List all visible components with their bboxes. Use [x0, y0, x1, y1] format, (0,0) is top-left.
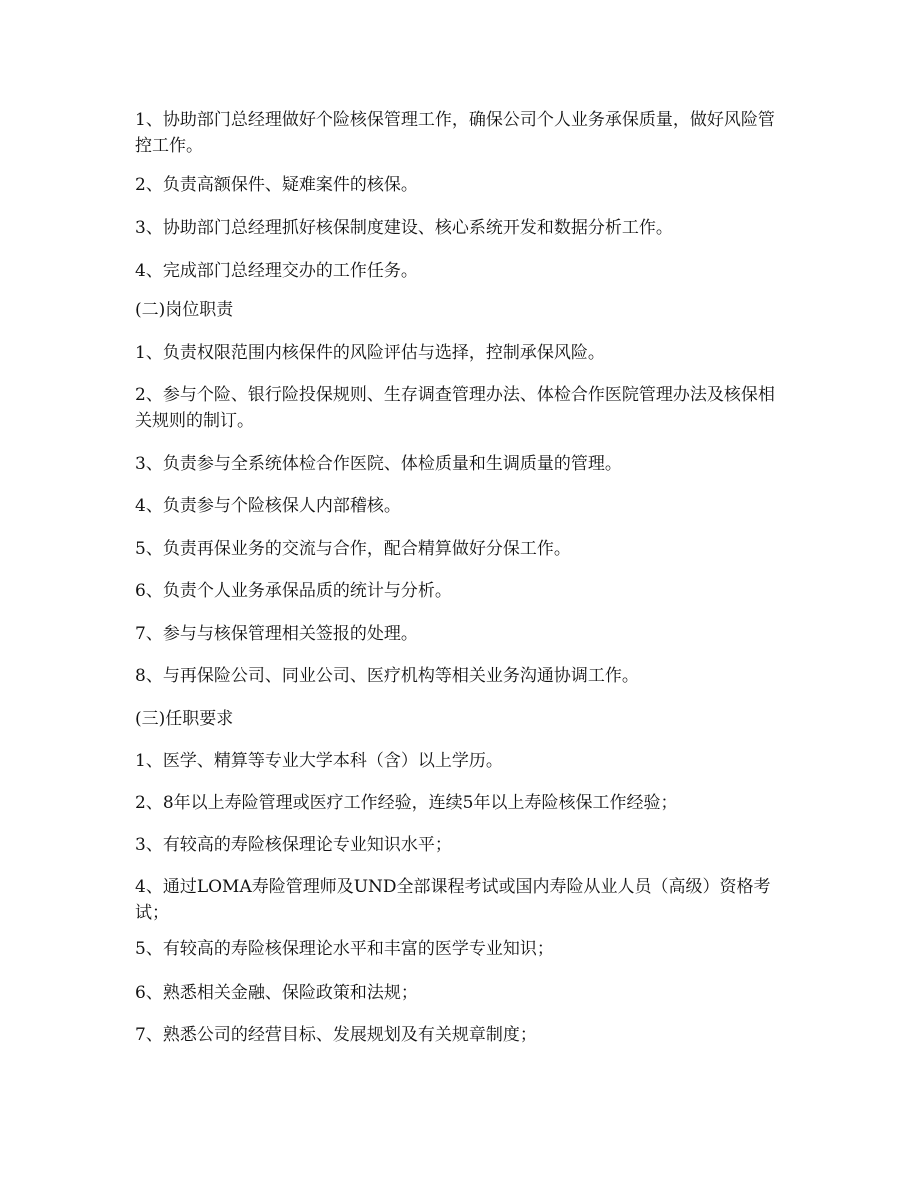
responsibility-paragraph-3: 3、负责参与全系统体检合作医院、体检质量和生调质量的管理。 — [135, 454, 622, 474]
requirement-paragraph-5: 5、有较高的寿险核保理论水平和丰富的医学专业知识； — [135, 939, 554, 959]
requirement-paragraph-1: 1、医学、精算等专业大学本科（含）以上学历。 — [135, 751, 503, 771]
responsibility-paragraph-5: 5、负责再保业务的交流与合作，配合精算做好分保工作。 — [135, 539, 571, 559]
section-heading-responsibilities: (二)岗位职责 — [135, 300, 234, 320]
responsibility-paragraph-4: 4、负责参与个险核保人内部稽核。 — [135, 496, 401, 516]
duty-paragraph-1: 1、协助部门总经理做好个险核保管理工作，确保公司个人业务承保质量，做好风险管控工作。 — [135, 110, 775, 156]
duty-paragraph-2: 2、负责高额保件、疑难案件的核保。 — [135, 175, 418, 195]
duty-paragraph-3: 3、协助部门总经理抓好核保制度建设、核心系统开发和数据分析工作。 — [135, 218, 673, 238]
duty-paragraph-4: 4、完成部门总经理交办的工作任务。 — [135, 261, 418, 281]
responsibility-paragraph-6: 6、负责个人业务承保品质的统计与分析。 — [135, 581, 452, 601]
responsibility-paragraph-8: 8、与再保险公司、同业公司、医疗机构等相关业务沟通协调工作。 — [135, 666, 639, 686]
responsibility-paragraph-1: 1、负责权限范围内核保件的风险评估与选择，控制承保风险。 — [135, 343, 605, 363]
requirement-paragraph-7: 7、熟悉公司的经营目标、发展规划及有关规章制度； — [135, 1025, 537, 1045]
requirement-paragraph-2: 2、8年以上寿险管理或医疗工作经验，连续5年以上寿险核保工作经验； — [135, 793, 678, 813]
requirement-paragraph-4: 4、通过LOMA寿险管理师及UND全部课程考试或国内寿险从业人员（高级）资格考试； — [135, 877, 771, 923]
responsibility-paragraph-2: 2、参与个险、银行险投保规则、生存调查管理办法、体检合作医院管理办法及核保相关规则的制订。 — [135, 385, 775, 431]
section-heading-requirements: (三)任职要求 — [135, 709, 234, 729]
responsibility-paragraph-7: 7、参与与核保管理相关签报的处理。 — [135, 624, 418, 644]
requirement-paragraph-3: 3、有较高的寿险核保理论专业知识水平； — [135, 835, 452, 855]
requirement-paragraph-6: 6、熟悉相关金融、保险政策和法规； — [135, 983, 418, 1003]
